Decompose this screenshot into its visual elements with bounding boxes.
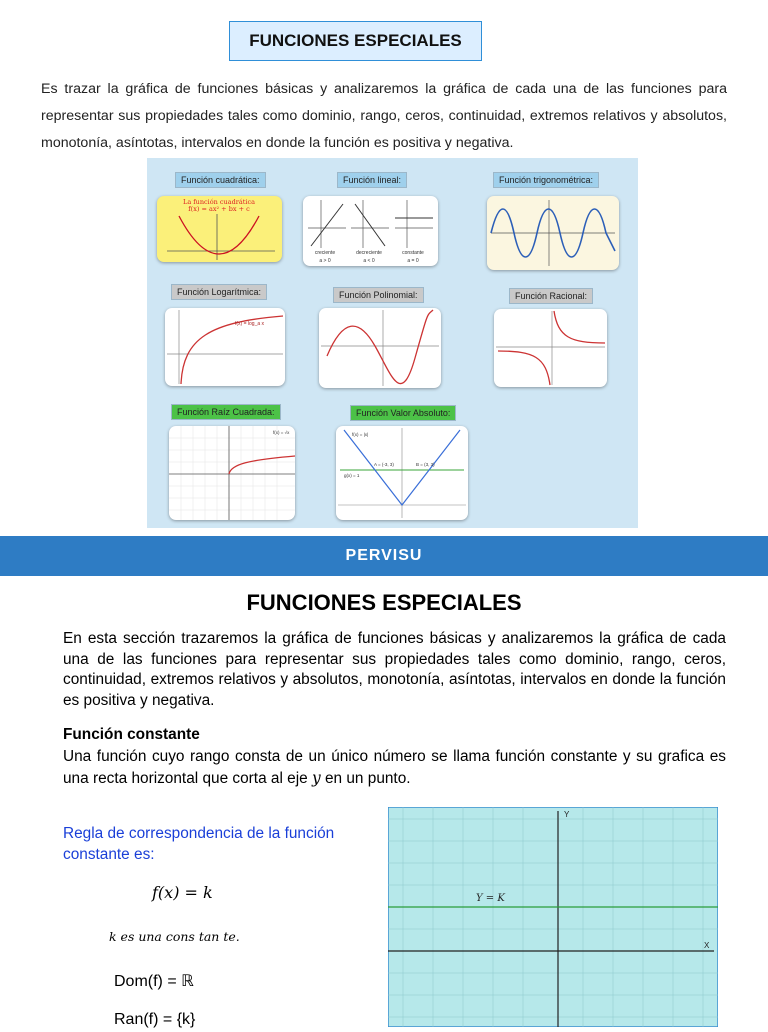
constant-function-graph: [388, 807, 718, 1027]
label-raiz: Función Raíz Cuadrada:: [171, 404, 281, 420]
lineal-caption-2: decreciente: [356, 250, 382, 256]
graph-line-label: Y = K: [476, 893, 505, 904]
log-formula: f(x) = log_a x: [235, 321, 265, 327]
graph-y-axis: Y: [564, 810, 570, 819]
main-heading: FUNCIONES ESPECIALES: [246, 590, 522, 615]
pervisu-banner: PERVISU: [0, 536, 768, 576]
lineal-caption-1: creciente: [314, 250, 336, 256]
thumb-racional: [494, 309, 607, 387]
label-cuadratica: Función cuadrática:: [175, 172, 266, 188]
thumb-cuadratica: [157, 196, 282, 262]
definition-var: y: [311, 768, 321, 787]
label-racional: Función Racional:: [509, 288, 593, 304]
quad-caption: La función cuadrática: [183, 198, 255, 206]
definition-paragraph: [63, 747, 726, 789]
label-absoluto: Función Valor Absoluto:: [350, 405, 456, 421]
thumb-absoluto: [336, 426, 468, 520]
raiz-formula: f(x) = √x: [273, 430, 290, 435]
thumb-raiz: [169, 426, 295, 520]
abs-label-1: f(x) = |x|: [352, 432, 369, 437]
thumb-polinomial: [319, 308, 441, 388]
definition-post: en un punto.: [320, 769, 411, 787]
label-logaritmica: Función Logarítmica:: [171, 284, 267, 300]
abs-label-3: B = (3, 3): [416, 462, 435, 467]
lineal-param-2: a < 0: [363, 258, 375, 264]
domain-formula: Dom(f) = ℝ: [114, 973, 194, 990]
label-polinomial: Función Polinomial:: [333, 287, 424, 303]
rule-text: Regla de correspondencia de la función constante es:: [63, 825, 335, 863]
lineal-param-3: a = 0: [407, 258, 419, 264]
lineal-param-1: a > 0: [319, 258, 331, 264]
fx-formula: f(x) = k: [152, 883, 213, 902]
range-formula: Ran(f) = {k}: [114, 1011, 196, 1028]
quad-formula: f(x) = ax² + bx + c: [188, 205, 250, 213]
thumb-lineal: [303, 196, 438, 266]
functions-collage: [147, 158, 638, 528]
abs-label-2: A = (-3, 3): [374, 462, 394, 467]
abs-label-4: g(x) = 1: [344, 473, 360, 478]
main-intro: En esta sección trazaremos la gráfica de funciones básicas y analizaremos la gráfica de cada una de las funciones para representar sus propiedades tales como dominio, rango, ceros, continuidad, extremos relativos y absolutos, monotonía, asíntotas, intervalos en donde la función es positiva y negativa.: [63, 630, 726, 709]
graph-x-axis: X: [704, 941, 710, 950]
definition-pre: Una función cuyo rango consta de un único número se llama función constante y su grafica es una recta horizontal que corta al eje: [63, 748, 726, 787]
top-title: FUNCIONES ESPECIALES: [229, 21, 482, 61]
thumb-trigonometrica: [487, 196, 619, 270]
label-trigonometrica: Función trigonométrica:: [493, 172, 599, 188]
label-lineal: Función lineal:: [337, 172, 407, 188]
top-intro: Es trazar la gráfica de funciones básicas y analizaremos la gráfica de cada una de las funciones para representar sus propiedades tales como dominio, rango, ceros, continuidad, extremos relativos y absolutos, monotonía, asíntotas, intervalos en donde la función es positiva y negativa.: [41, 81, 727, 151]
thumb-logaritmica: [165, 308, 285, 386]
k-note: k es una cons tan te.: [109, 929, 240, 944]
subheading-funcion-constante: Función constante: [63, 726, 200, 743]
lineal-caption-3: constante: [402, 250, 424, 256]
